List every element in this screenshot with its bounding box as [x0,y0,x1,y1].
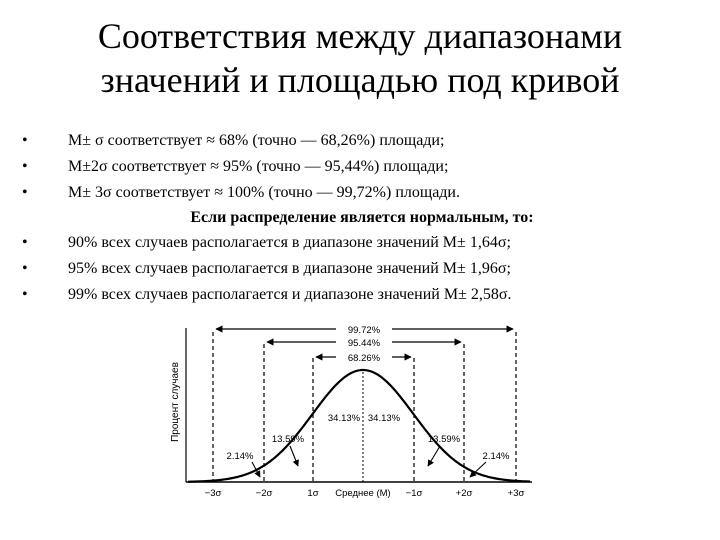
area-label-center-right: 34.13% [367,413,401,424]
tick-label: +3σ [507,488,525,499]
band-label-middle: 95.44% [347,338,381,349]
band-label-outer: 99.72% [347,325,381,336]
slide-title-line2: значений и площадью под кривой [100,60,620,100]
tick-label: −2σ [255,488,273,499]
bullet-item [22,154,702,180]
bullet-item [22,180,702,206]
bullet-text: 95% всех случаев располагается в диапазоне значений M± 1,96σ; [68,260,511,277]
area-label-left-tail: 2.14% [226,451,254,462]
tick-label: 1σ [307,488,319,499]
bullet-marker: • [22,158,28,175]
area-label-center-left: 34.13% [327,413,361,424]
bullet-text: M±2σ соответствует ≈ 95% (точно — 95,44%) площади; [68,158,449,175]
slide-title-line1: Соответствия между диапазонами [97,16,623,56]
bullet-text: M± 3σ соответствует ≈ 100% (точно — 99,72%) площади. [68,184,460,201]
bullet-marker: • [22,184,28,201]
bullet-text: M± σ соответствует ≈ 68% (точно — 68,26%) площади; [68,132,445,149]
normal-distribution-figure [164,322,544,504]
bullet-marker: • [22,286,28,303]
bullet-subheading: Если распределение является нормальным, то: [190,209,534,226]
area-label-right-tail: 2.14% [482,451,510,462]
area-label-left-mid: 13.59% [271,434,305,445]
bullet-list [22,128,702,308]
band-label-inner: 68.26% [347,353,381,364]
tick-label: Среднее (M) [335,488,391,499]
normal-curve [188,370,530,482]
bullet-marker: • [22,132,28,149]
y-axis-label: Процент случаев [170,362,181,442]
normal-curve-svg [164,322,544,504]
leader-left-mid [290,446,298,466]
leader-right-mid [428,446,440,466]
bullet-item [22,256,702,282]
tick-label: −1σ [405,488,423,499]
bullet-text: 99% всех случаев располагается и диапазоне значений M± 2,58σ. [68,286,512,303]
bullet-marker: • [22,260,28,277]
area-label-right-mid: 13.59% [427,434,461,445]
bullet-item [22,128,702,154]
bullet-text: 90% всех случаев располагается в диапазоне значений M± 1,64σ; [68,234,511,251]
bullet-marker: • [22,234,28,251]
bullet-item [22,230,702,256]
tick-label: −3σ [204,488,222,499]
slide-title [40,14,680,102]
tick-label: +2σ [455,488,473,499]
bullet-item [22,282,702,308]
